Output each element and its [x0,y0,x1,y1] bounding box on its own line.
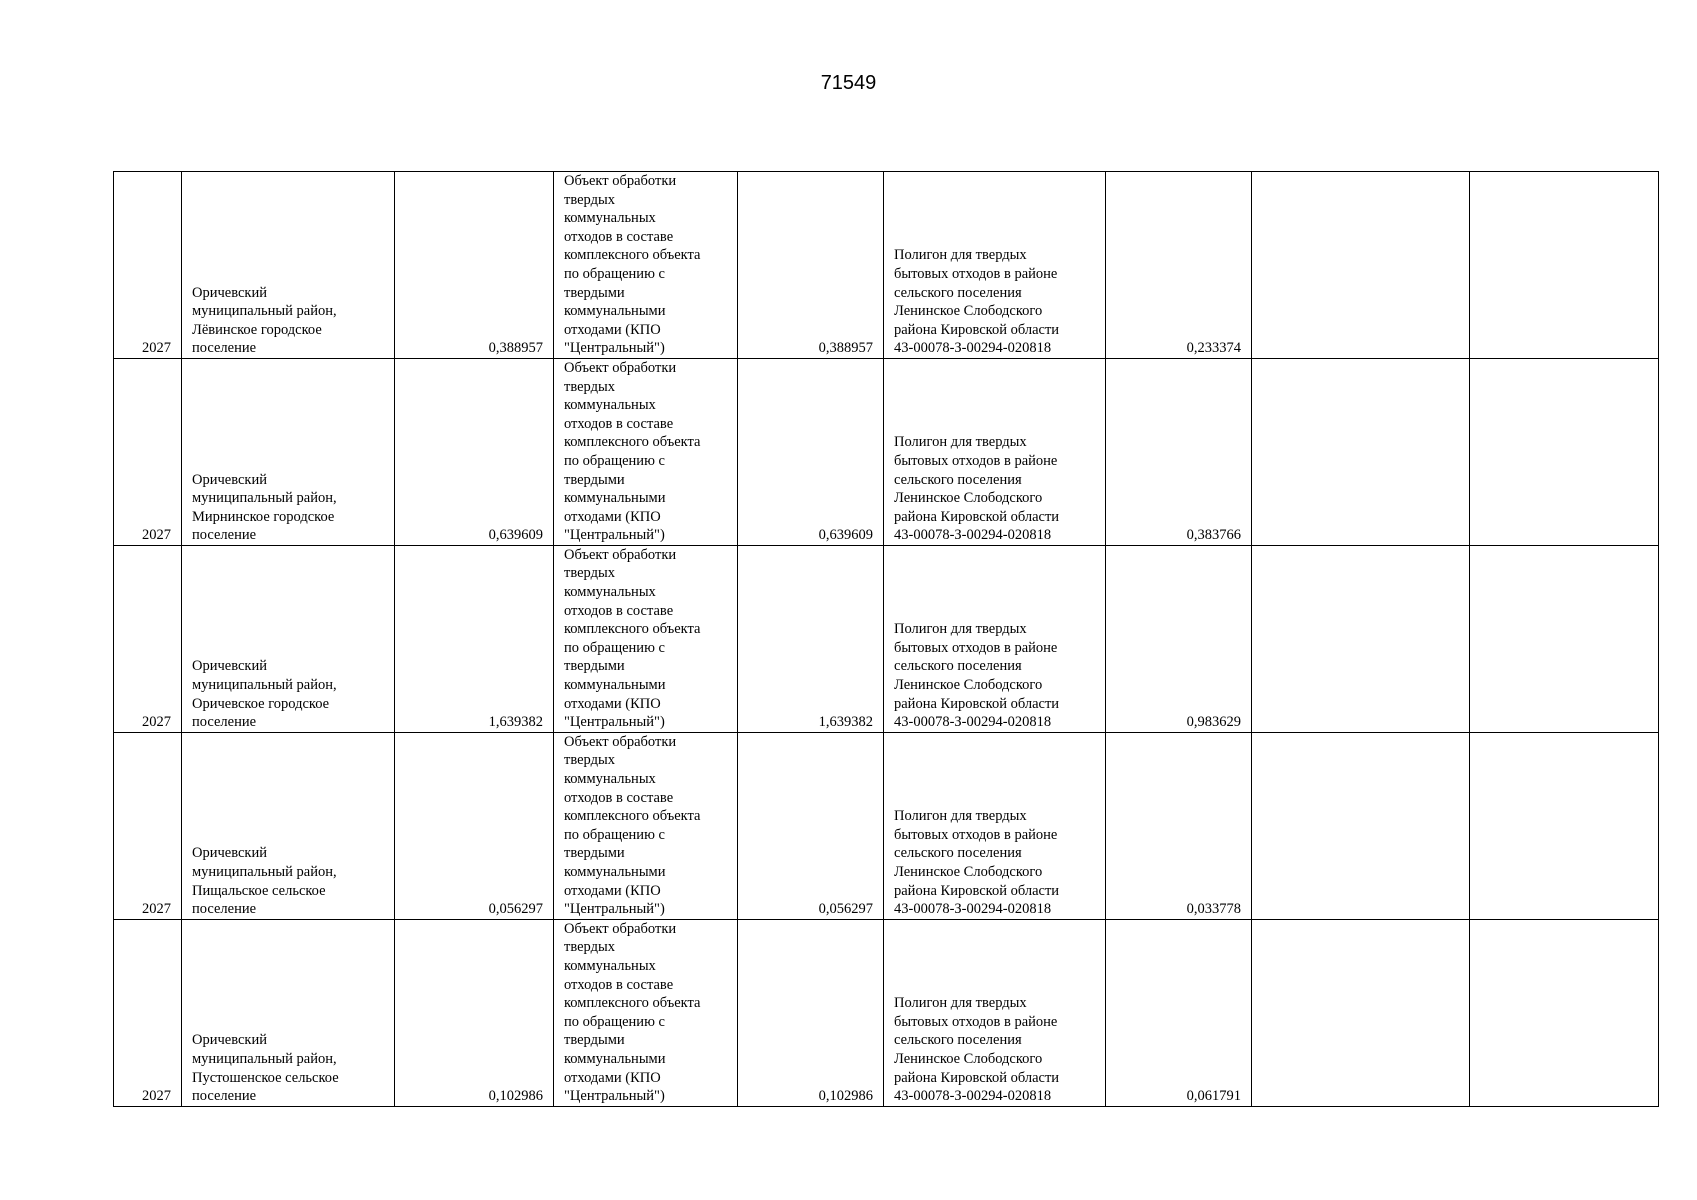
table-row [114,545,1659,732]
disposal-object-cell: Полигон для твердых бытовых отходов в районе сельского поселения Ленинское Слободского района Кировской области 43-00078-З-00294-020818 [884,172,1106,359]
processing-object-cell: Объект обработки твердых коммунальных отходов в составе комплексного объекта по обращению с твердыми коммунальными отходами (КПО "Центральный") [554,732,738,919]
waste-flow-table [113,171,1659,1107]
municipality-cell: Оричевский муниципальный район, Пустошенское сельское поселение [182,919,395,1106]
mass-disposed-cell: 0,061791 [1106,919,1252,1106]
empty-cell [1252,545,1470,732]
disposal-object-cell: Полигон для твердых бытовых отходов в районе сельского поселения Ленинское Слободского района Кировской области 43-00078-З-00294-020818 [884,358,1106,545]
year-cell: 2027 [114,358,182,545]
page-number: 71549 [820,72,877,94]
mass-processed-cell: 0,388957 [738,172,884,359]
municipality-cell: Оричевский муниципальный район, Лёвинское городское поселение [182,172,395,359]
processing-object-cell: Объект обработки твердых коммунальных отходов в составе комплексного объекта по обращению с твердыми коммунальными отходами (КПО "Центральный") [554,358,738,545]
mass-disposed-cell: 0,983629 [1106,545,1252,732]
year-cell: 2027 [114,919,182,1106]
empty-cell [1252,172,1470,359]
municipality-cell: Оричевский муниципальный район, Мирнинское городское поселение [182,358,395,545]
municipality-cell: Оричевский муниципальный район, Оричевское городское поселение [182,545,395,732]
mass-disposed-cell: 0,033778 [1106,732,1252,919]
mass-generated-cell: 0,056297 [395,732,554,919]
mass-generated-cell: 0,102986 [395,919,554,1106]
empty-cell [1252,732,1470,919]
table-row [114,172,1659,359]
year-cell: 2027 [114,172,182,359]
disposal-object-cell: Полигон для твердых бытовых отходов в районе сельского поселения Ленинское Слободского района Кировской области 43-00078-З-00294-020818 [884,919,1106,1106]
mass-generated-cell: 1,639382 [395,545,554,732]
mass-disposed-cell: 0,383766 [1106,358,1252,545]
table-row [114,919,1659,1106]
empty-cell [1470,919,1659,1106]
mass-disposed-cell: 0,233374 [1106,172,1252,359]
empty-cell [1252,919,1470,1106]
mass-generated-cell: 0,388957 [395,172,554,359]
disposal-object-cell: Полигон для твердых бытовых отходов в районе сельского поселения Ленинское Слободского района Кировской области 43-00078-З-00294-020818 [884,545,1106,732]
empty-cell [1470,172,1659,359]
year-cell: 2027 [114,545,182,732]
table-row [114,358,1659,545]
empty-cell [1470,545,1659,732]
mass-processed-cell: 1,639382 [738,545,884,732]
year-cell: 2027 [114,732,182,919]
processing-object-cell: Объект обработки твердых коммунальных отходов в составе комплексного объекта по обращению с твердыми коммунальными отходами (КПО "Центральный") [554,172,738,359]
mass-processed-cell: 0,056297 [738,732,884,919]
mass-processed-cell: 0,639609 [738,358,884,545]
mass-processed-cell: 0,102986 [738,919,884,1106]
processing-object-cell: Объект обработки твердых коммунальных отходов в составе комплексного объекта по обращению с твердыми коммунальными отходами (КПО "Центральный") [554,545,738,732]
disposal-object-cell: Полигон для твердых бытовых отходов в районе сельского поселения Ленинское Слободского района Кировской области 43-00078-З-00294-020818 [884,732,1106,919]
empty-cell [1470,358,1659,545]
processing-object-cell: Объект обработки твердых коммунальных отходов в составе комплексного объекта по обращению с твердыми коммунальными отходами (КПО "Центральный") [554,919,738,1106]
mass-generated-cell: 0,639609 [395,358,554,545]
table-row [114,732,1659,919]
empty-cell [1470,732,1659,919]
empty-cell [1252,358,1470,545]
municipality-cell: Оричевский муниципальный район, Пищальское сельское поселение [182,732,395,919]
